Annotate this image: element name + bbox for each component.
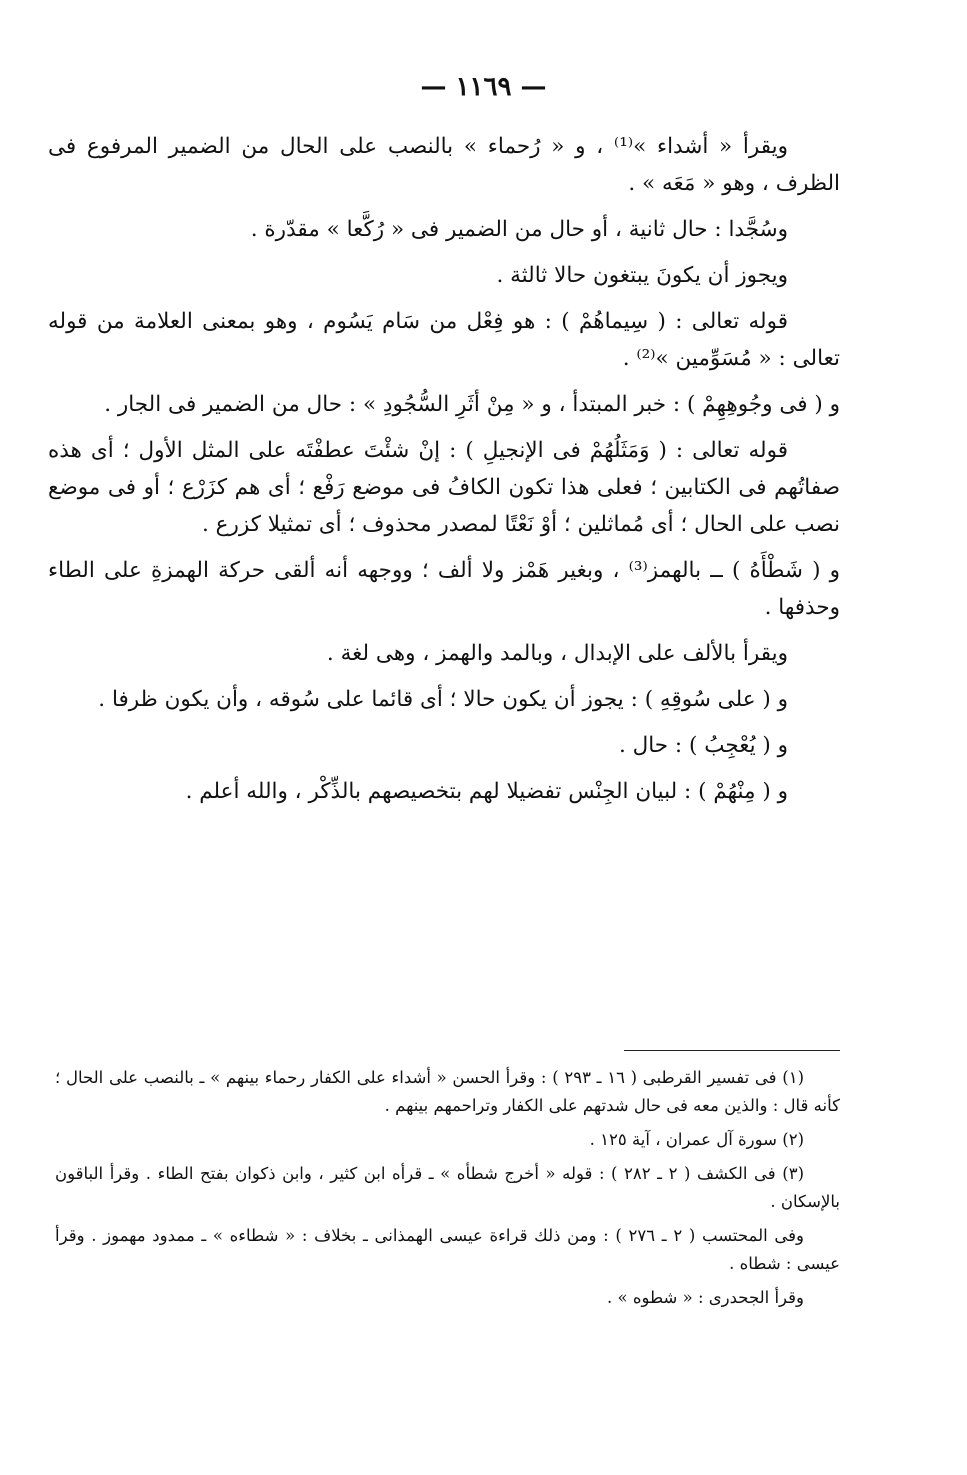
paragraph-yabtaghun: ويجوز أن يكونَ يبتغون حالا ثالثة . <box>496 263 788 288</box>
footnotes <box>55 1064 840 1318</box>
paragraph-shatahu: و ( شَطْأَهُ ) ــ بالهمز⁽³⁾ ، وبغير هَمْز ولا ألف ؛ ووجهه أنه ألقى حركة الهمزةِ على الطاء وحذفها . <box>48 558 840 620</box>
footnote-3-jahdari: وقرأ الجحدرى : « شطوه » . <box>607 1288 804 1307</box>
paragraph-mathaluhum: قوله تعالى : ( وَمَثَلُهُمْ فى الإنجيلِ ) : إنْ شئْتَ عطفْتَه على المثل الأول ؛ أى هذه صفاتُهم فى الكتابين ؛ فعلى هذا تكون الكافُ فى موضع رَفْع ؛ أى هم كزَرْع ؛ أو فى موضع نصب على الحال ؛ أى مُماثلين ؛ أوْ نَعْتًا لمصدر محذوف ؛ أى تمثيلا كزرع . <box>48 438 840 537</box>
footnote-1: (١) فى تفسير القرطبى ( ١٦ ـ ٢٩٣ ) : وقرأ الحسن « أشداء على الكفار رحماء بينهم » ـ بالنصب على الحال ؛ كأنه قال : والذين معه فى حال شدتهم على الكفار وتراحمهم بينهم . <box>55 1068 840 1115</box>
page-number: — ١١٦٩ — <box>420 72 547 102</box>
main-text <box>48 128 840 819</box>
paragraph-sujjadan: وسُجَّدا : حال ثانية ، أو حال من الضمير فى « رُكَّعا » مقدّرة . <box>250 217 788 242</box>
paragraph-ashidda: ويقرأ « أشداء »⁽¹⁾ ، و « رُحماء » بالنصب على الحال من الضمير المرفوع فى الظرف ، وهو « مَعَه » . <box>48 134 840 196</box>
paragraph-wujuhihim: و ( فى وجُوهِهِمْ ) : خبر المبتدأ ، و « مِنْ أثَرِ السُّجُودِ » : حال من الضمير فى الجار . <box>104 392 840 417</box>
footnote-3-muhtasab: وفى المحتسب ( ٢ ـ ٢٧٦ ) : ومن ذلك قراءة عيسى الهمذانى ـ بخلاف : « شطاءه » ـ ممدود مهموز . وقرأ عيسى : شطاه . <box>55 1226 840 1273</box>
paragraph-yujibu: و ( يُعْجِبُ ) : حال . <box>618 733 788 758</box>
paragraph-minhum: و ( مِنْهُمْ ) : لبيان الجِنْس تفضيلا لهم بتخصيصهم بالذِّكْر ، والله أعلم . <box>185 779 788 804</box>
footnote-2: (٢) سورة آل عمران ، آية ١٢٥ . <box>589 1130 804 1149</box>
footnote-divider <box>624 1050 840 1051</box>
footnote-3: (٣) فى الكشف ( ٢ ـ ٢٨٢ ) : قوله « أخرج شطأه » ـ قرأه ابن كثير ، وابن ذكوان بفتح الطاء . وقرأ الباقون بالإسكان . <box>55 1164 840 1211</box>
paragraph-suqihi: و ( على سُوقِهِ ) : يجوز أن يكون حالا ؛ أى قائما على سُوقه ، وأن يكون ظرفا . <box>98 687 788 712</box>
paragraph-simahum: قوله تعالى : ( سِيماهُمْ ) : هو فِعْل من سَام يَسُوم ، وهو بمعنى العلامة من قوله تعالى : « مُسَوِّمين »⁽²⁾ . <box>48 309 840 371</box>
paragraph-ibdal: ويقرأ بالألف على الإبدال ، وبالمد والهمز ، وهى لغة . <box>326 641 788 666</box>
